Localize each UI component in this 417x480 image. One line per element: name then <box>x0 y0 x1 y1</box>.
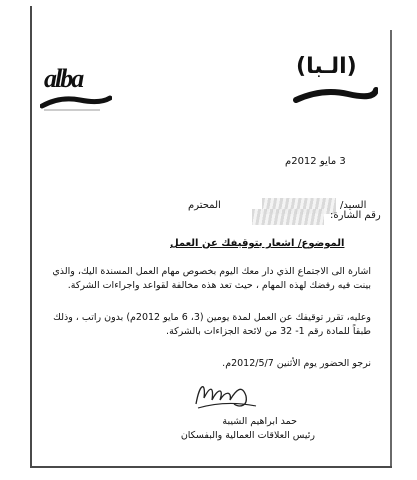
body-paragraph-2-line-2: طبقاً للمادة رقم 1- 32 من لائحة الجزاءات بالشركة. <box>166 326 371 337</box>
handwritten-signature <box>190 376 260 412</box>
body-paragraph-2-line-1: وعليه، تقرر توقيفك عن العمل لمدة يومين (3، 6 مايو 2012م) بدون راتب ، وذلك <box>53 312 371 323</box>
page-edge-right <box>390 30 392 468</box>
closing-line: نرجو الحضور يوم الأثنين 2012/5/7م. <box>222 358 371 369</box>
page-edge-left <box>30 6 32 468</box>
body-paragraph-1-line-2: بينت فيه رفضك لهذه المهام ، حيث تعد هذه مخالفة لقواعد واجراءات الشركة. <box>67 280 371 291</box>
signatory-title: رئيس العلاقات العمالية والبفسكان <box>180 430 315 441</box>
signatory-name: حمد ابراهيم الشيبة <box>222 416 297 427</box>
redacted-reference-number <box>252 209 324 225</box>
body-paragraph-1-line-1: اشارة الى الاجتماع الذي دار معك اليوم بخصوص مهام العمل المسندة اليك، والذي <box>52 266 371 277</box>
reference-label: رقم الشارة: <box>330 210 381 221</box>
logo-brush-stroke-left <box>40 92 112 114</box>
company-logo-latin: alba <box>44 64 83 93</box>
letter-subject: الموضوع/ اشعار بتوقيفك عن العمل <box>170 238 345 249</box>
recipient-label: السيد/ <box>340 200 367 211</box>
page-edge-bottom <box>30 466 392 468</box>
company-logo-arabic: (الـبا) <box>296 54 357 79</box>
letter-date: 3 مايو 2012م <box>285 156 346 167</box>
logo-brush-stroke-right <box>292 84 378 108</box>
recipient-honorific: المحترم <box>188 200 221 211</box>
